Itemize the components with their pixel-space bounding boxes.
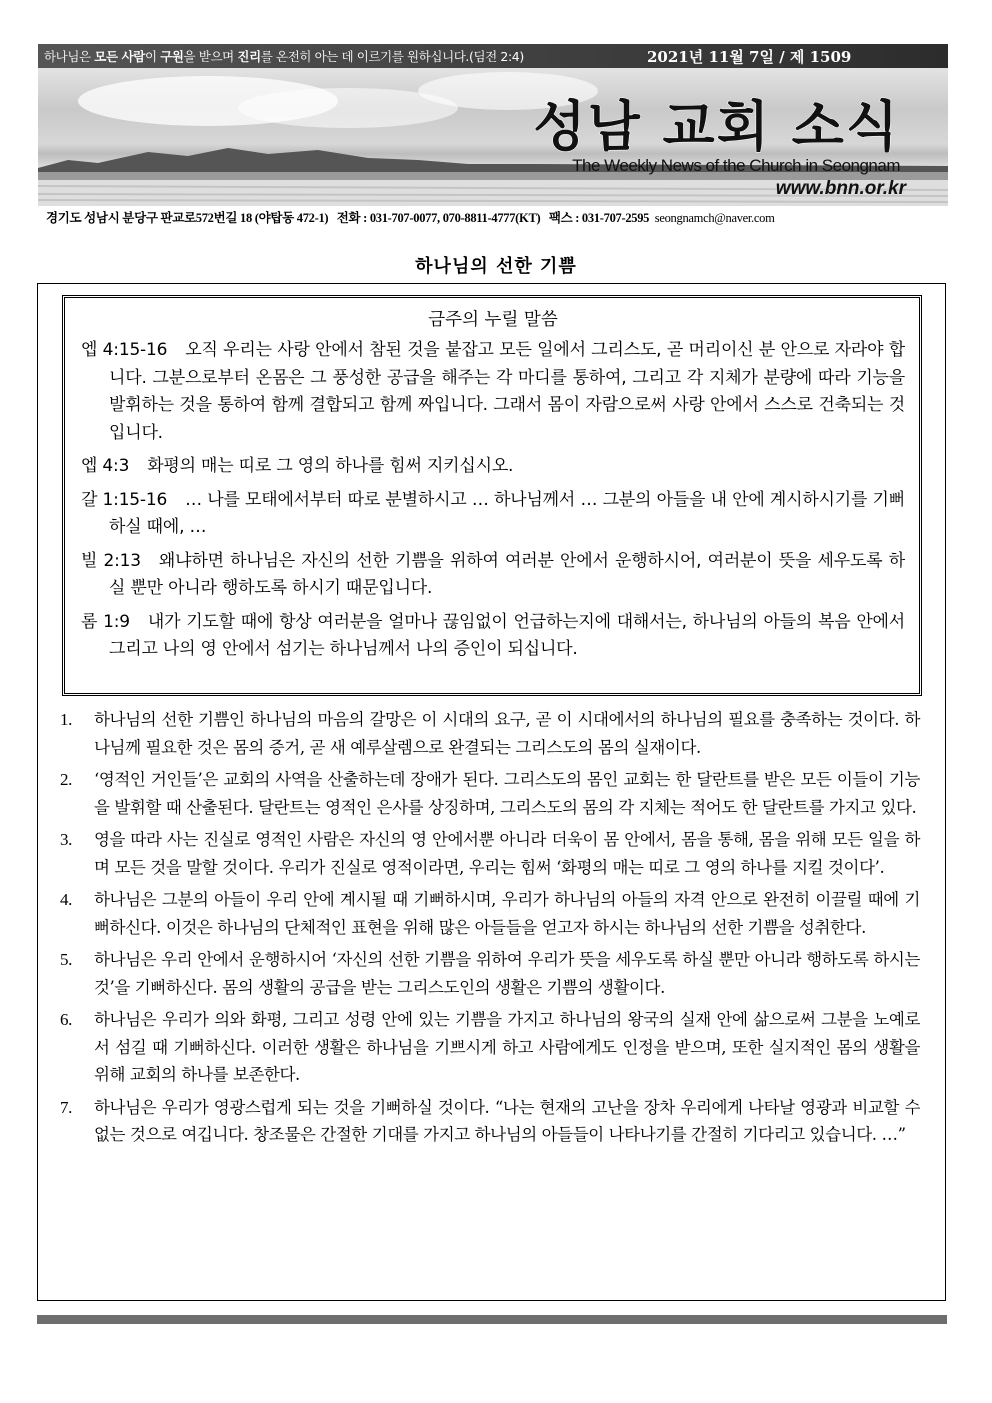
issue-date: 2021년 11월 7일 / 제 1509	[647, 47, 852, 66]
address-email[interactable]: seongnamch@naver.com	[654, 211, 775, 225]
point-text: ‘영적인 거인들’은 교회의 사역을 산출하는데 장애가 된다. 그리스도의 몸인 교회는 한 달란트를 받은 모든 이들이 기능을 발휘할 때 산출된다. 달란트는 영적인 은사를 상징하며, 그리스도의 몸의 각 지체는 적어도 한 달란트를 가지고 있다.	[94, 770, 920, 817]
point-number: 3.	[60, 830, 72, 849]
address-fax: 팩스 : 031-707-2595	[548, 211, 650, 225]
verse-text: 왜냐하면 하나님은 자신의 선한 기쁨을 위하여 여러분 안에서 운행하시어, 여러분이 뜻을 세우도록 하실 뿐만 아니라 행하도록 하시기 때문입니다.	[109, 550, 905, 598]
newsletter-subtitle: The Weekly News of the Church in Seongnam	[572, 156, 900, 175]
point-item	[60, 946, 920, 1001]
verse-reference: 빌 2:13	[81, 550, 141, 571]
point-text: 하나님은 우리가 영광스럽게 되는 것을 기뻐하실 것이다. “나는 현재의 고난을 장차 우리에게 나타날 영광과 비교할 수 없는 것으로 여깁니다. 창조물은 간절한 기대를 가지고 하나님의 아들들이 나타나기를 간절히 기다리고 있습니다. …”	[94, 1097, 920, 1144]
address-phone: 전화 : 031-707-0077, 070-8811-4777(KT)	[336, 211, 541, 225]
point-text: 하나님은 그분의 아들이 우리 안에 계시될 때 기뻐하시며, 우리가 하나님의 아들의 자격 안으로 완전히 이끌릴 때에 기뻐하신다. 이것은 하나님의 단체적인 표현을 위해 많은 아들들을 얻고자 하시는 하나님의 선한 기쁨을 성취한다.	[94, 890, 920, 937]
verse-text: 화평의 매는 띠로 그 영의 하나를 힘써 지키십시오.	[147, 456, 514, 476]
verse-item	[81, 453, 905, 481]
church-address-line	[46, 208, 946, 226]
verse-item	[81, 337, 905, 447]
top-banner	[38, 44, 948, 68]
verse-item	[81, 609, 905, 664]
point-number: 4.	[60, 890, 72, 909]
verse-reference: 갈 1:15-16	[81, 489, 168, 510]
point-item	[60, 886, 920, 941]
point-text: 하나님은 우리 안에서 운행하시어 ‘자신의 선한 기쁨을 위하여 우리가 뜻을 세우도록 하실 뿐만 아니라 행하도록 하시는 것’을 기뻐하신다. 몸의 생활의 공급을 받는 그리스도인의 생활은 기쁨의 생활이다.	[94, 950, 920, 997]
banner-motto: 하나님은 모든 사람이 구원을 받으며 진리를 온전히 아는 데 이르기를 원하십니다.(딤전 2:4)	[44, 49, 524, 64]
message-points-list	[60, 706, 920, 1154]
verse-text: … 나를 모태에서부터 따로 분별하시고 … 하나님께서 … 그분의 아들을 내 안에 계시하시기를 기뻐하실 때에, …	[109, 489, 905, 537]
point-text: 하나님은 우리가 의와 화평, 그리고 성령 안에 있는 기쁨을 가지고 하나님의 왕국의 실재 안에 삶으로써 그분을 노예로서 섬길 때 기뻐하신다. 이러한 생활은 하나님을 기쁘시게 하고 사람에게도 인정을 받으며, 또한 실지적인 몸의 생활을 위해 교회의 하나를 보존한다.	[94, 1010, 920, 1084]
point-number: 5.	[60, 950, 72, 969]
point-item	[60, 1006, 920, 1089]
verse-text: 내가 기도할 때에 항상 여러분을 얼마나 끊임없이 언급하는지에 대해서는, 하나님의 아들의 복음 안에서 그리고 나의 영 안에서 섬기는 하나님께서 나의 증인이 되십니다.	[109, 611, 905, 659]
point-number: 2.	[60, 770, 72, 789]
header-landscape-image	[38, 68, 948, 206]
article-title: 하나님의 선한 기쁨	[415, 256, 577, 277]
weekly-verses-box	[62, 295, 922, 696]
point-number: 6.	[60, 1010, 72, 1029]
website-link[interactable]: www.bnn.or.kr	[775, 178, 906, 199]
verse-item	[81, 548, 905, 603]
point-item	[60, 826, 920, 881]
point-number: 7.	[60, 1097, 72, 1117]
verse-reference: 엡 4:3	[81, 456, 130, 476]
point-number: 1.	[60, 710, 72, 729]
point-item	[60, 1094, 920, 1149]
point-item	[60, 766, 920, 821]
point-text: 영을 따라 사는 진실로 영적인 사람은 자신의 영 안에서뿐 아니라 더욱이 몸 안에서, 몸을 통해, 몸을 위해 모든 일을 하며 모든 것을 말할 것이다. 우리가 진실로 영적이라면, 우리는 힘써 ‘화평의 매는 띠로 그 영의 하나를 지킬 것이다’.	[94, 830, 920, 877]
footer-divider	[37, 1315, 947, 1324]
point-text: 하나님의 선한 기쁨인 하나님의 마음의 갈망은 이 시대의 요구, 곧 이 시대에서의 하나님의 필요를 충족하는 것이다. 하나님께 필요한 것은 몸의 증거, 곧 새 예루살렘으로 완결되는 그리스도의 몸의 실재이다.	[94, 710, 920, 757]
verse-reference: 롬 1:9	[81, 611, 130, 632]
verses-title: 금주의 누릴 말씀	[428, 310, 558, 330]
verse-reference: 엡 4:15-16	[81, 340, 168, 360]
address-location: 경기도 성남시 분당구 판교로572번길 18 (야탑동 472-1)	[46, 211, 329, 225]
newsletter-title: 성남 교회 소식	[533, 95, 900, 158]
verse-item	[81, 487, 905, 542]
point-item	[60, 706, 920, 761]
verse-text: 오직 우리는 사랑 안에서 참된 것을 붙잡고 모든 일에서 그리스도, 곧 머리이신 분 안으로 자라야 합니다. 그분으로부터 온몸은 그 풍성한 공급을 해주는 각 마디를 통하여, 그리고 각 지체가 분량에 따라 기능을 발휘하는 것을 통하여 함께 결합되고 함께 짜입니다. 그래서 몸이 자람으로써 사랑 안에서 스스로 건축되는 것입니다.	[109, 340, 906, 443]
